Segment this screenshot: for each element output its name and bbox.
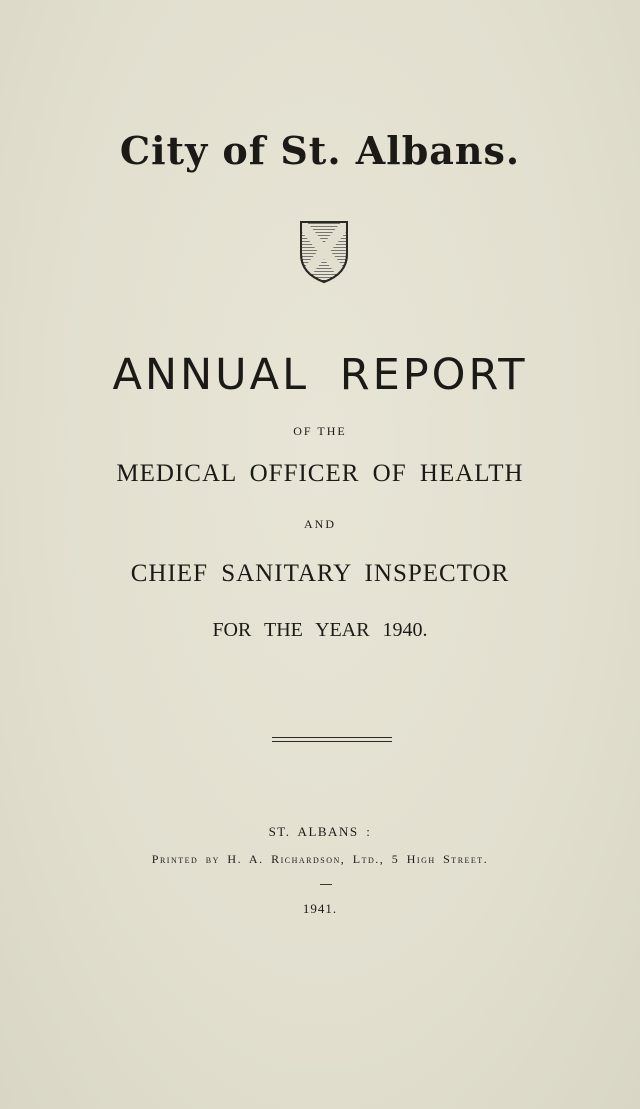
divider-rule-top	[272, 737, 392, 738]
imprint-printer: Printed by H. A. Richardson, Ltd., 5 High Street.	[151, 852, 489, 866]
chief-inspector-line: CHIEF SANITARY INSPECTOR	[130, 560, 510, 587]
medical-officer-line: MEDICAL OFFICER OF HEALTH	[116, 460, 524, 487]
of-the-text: OF THE	[293, 424, 347, 438]
city-heading: City of St. Albans.	[119, 128, 521, 173]
report-title: ANNUAL REPORT	[112, 350, 528, 400]
report-year-line: FOR THE YEAR 1940.	[212, 619, 428, 641]
imprint-dash	[320, 884, 332, 885]
imprint-place: ST. ALBANS :	[268, 824, 372, 839]
divider-rule-bottom	[272, 741, 392, 742]
imprint-year: 1941.	[302, 901, 338, 916]
and-text: AND	[304, 517, 336, 531]
saltire-shield-icon	[299, 220, 349, 284]
